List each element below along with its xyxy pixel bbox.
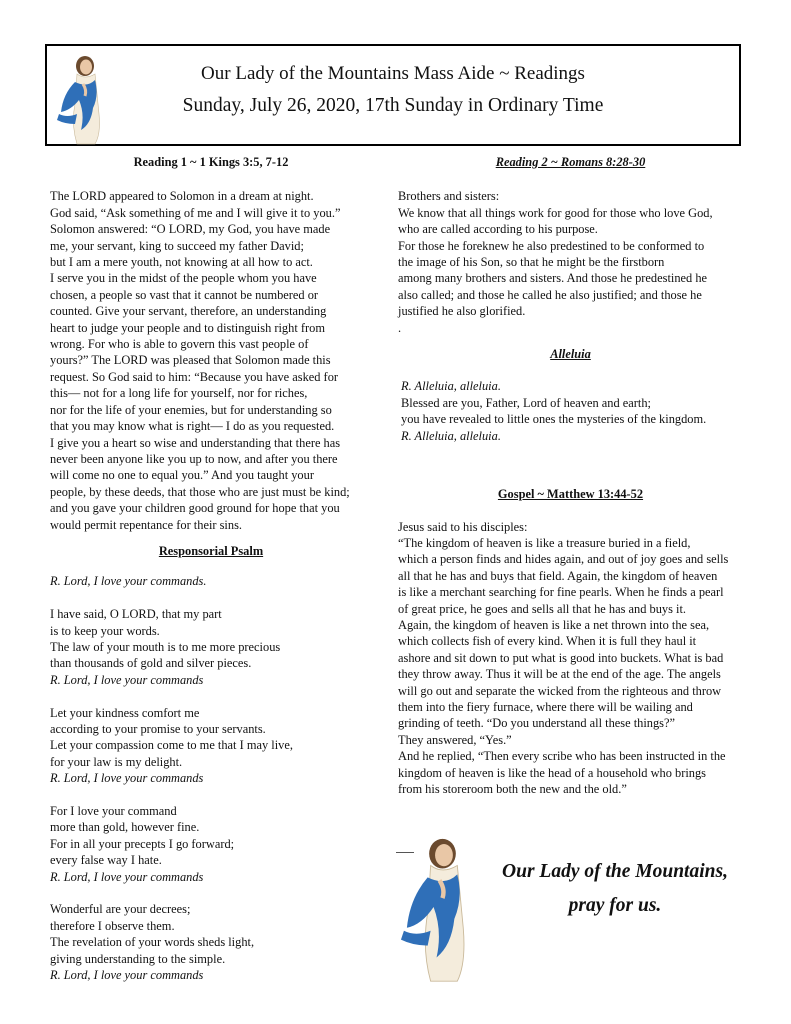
psalm-stanza xyxy=(50,705,372,787)
header-box xyxy=(45,44,741,146)
alleluia-text xyxy=(398,378,743,444)
text-line: but I am a mere youth, not knowing at all how to act. xyxy=(50,255,313,270)
text-line: ashore and sit down to put what is good into buckets. What is bad xyxy=(398,650,724,665)
text-line: all that he has and buys that field. Again, the kingdom of heaven xyxy=(398,568,718,583)
gospel-heading: Gospel ~ Matthew 13:44-52 xyxy=(497,487,644,502)
text-line: more than gold, however fine. xyxy=(50,820,200,835)
psalm-refrain: R. Lord, I love your commands xyxy=(50,869,204,884)
header-title: Our Lady of the Mountains Mass Aide ~ Readings xyxy=(201,63,585,84)
text-line: “The kingdom of heaven is like a treasure buried in a field, xyxy=(398,535,691,550)
text-line: that you may know what is right— I do as you requested. xyxy=(50,419,335,434)
text-line: from his storeroom both the new and the old.” xyxy=(398,782,627,796)
text-line: giving understanding to the simple. xyxy=(50,951,226,966)
text-line: grinding of teeth. “Do you understand all these things?” xyxy=(398,716,675,731)
text-line: counted. Give your servant, therefore, an understanding xyxy=(50,304,327,319)
text-line: Jesus said to his disciples: xyxy=(398,519,528,534)
text-line: for your law is my delight. xyxy=(50,754,183,769)
text-line: They answered, “Yes.” xyxy=(398,732,512,747)
text-line: which a person finds and hides again, and out of joy goes and sells xyxy=(398,552,729,567)
text-line: is like a merchant searching for fine pearls. When he finds a pearl xyxy=(398,585,724,600)
text-line: also called; and those he called he also justified; and those he xyxy=(398,287,702,302)
text-line: Brothers and sisters: xyxy=(398,189,500,204)
psalm-stanza xyxy=(50,803,372,885)
text-line: this— not for a long life for yourself, nor for riches, xyxy=(50,386,308,401)
text-line: of great price, he goes and sells all that he has and buys it. xyxy=(398,601,686,616)
text-line: therefore I observe them. xyxy=(50,918,175,933)
text-line: kingdom of heaven is like the head of a household who brings xyxy=(398,765,706,780)
text-line: I serve you in the midst of the people whom you have xyxy=(50,271,317,286)
text-line: Blessed are you, Father, Lord of heaven and earth; xyxy=(401,395,651,410)
alleluia-heading: Alleluia xyxy=(550,347,591,362)
text-line: For in all your precepts I go forward; xyxy=(50,836,235,851)
text-line: is to keep your words. xyxy=(50,623,160,638)
text-line: The law of your mouth is to me more precious xyxy=(50,639,281,654)
text-line: Again, the kingdom of heaven is like a net thrown into the sea, xyxy=(398,617,710,632)
text-line: every false way I hate. xyxy=(50,853,162,868)
psalm-refrain: R. Lord, I love your commands xyxy=(50,672,204,687)
psalm-stanza xyxy=(50,901,372,983)
text-line: wrong. For who is able to govern this vast people of xyxy=(50,337,309,352)
text-line: and you gave your children good ground for hope that you xyxy=(50,501,340,516)
text-line: people, by these deeds, that those who are just must be kind; xyxy=(50,484,350,499)
text-line: The revelation of your words sheds light, xyxy=(50,935,255,950)
text-line: which collects fish of every kind. When it is full they haul it xyxy=(398,634,697,649)
text-line: God said, “Ask something of me and I will give it to you.” xyxy=(50,205,341,220)
text-line: will go out and separate the wicked from the righteous and throw xyxy=(398,683,722,698)
reading2-text xyxy=(398,188,743,336)
text-line: would permit repentance for their sins. xyxy=(50,517,242,532)
alleluia-response: R. Alleluia, alleluia. xyxy=(401,428,501,443)
text-line: who are called according to his purpose. xyxy=(398,222,598,237)
text-line: Let your compassion come to me that I may live, xyxy=(50,738,293,753)
text-line: chosen, a people so vast that it cannot be numbered or xyxy=(50,287,319,302)
closing-line-1: Our Lady of the Mountains, xyxy=(502,861,728,882)
text-line: me, your servant, king to succeed my father David; xyxy=(50,238,304,253)
text-line: justified he also glorified. xyxy=(398,304,526,319)
text-line: heart to judge your people and to distinguish right from xyxy=(50,320,325,335)
text-line: they throw away. Thus it will be at the end of the age. The angels xyxy=(398,667,721,682)
psalm-response: R. Lord, I love your commands. xyxy=(50,574,207,589)
header-date: Sunday, July 26, 2020, 17th Sunday in Ordinary Time xyxy=(182,95,604,116)
left-column xyxy=(50,152,372,983)
closing-line-2: pray for us. xyxy=(568,895,662,916)
text-line: you have revealed to little ones the mysteries of the kingdom. xyxy=(401,412,707,427)
text-line: request. So God said to him: “Because you have asked for xyxy=(50,369,339,384)
psalm-stanza xyxy=(50,606,372,688)
text-line: . xyxy=(398,320,402,335)
psalm-refrain: R. Lord, I love your commands xyxy=(50,771,204,786)
text-line: The LORD appeared to Solomon in a dream at night. xyxy=(50,189,314,204)
reading1-text xyxy=(50,188,372,533)
text-line: than thousands of gold and silver pieces. xyxy=(50,656,252,671)
closing-prayer xyxy=(470,855,760,923)
text-line: I have said, O LORD, that my part xyxy=(50,607,222,622)
text-line: them into the fiery furnace, where there will be wailing and xyxy=(398,699,693,714)
psalm-heading: Responsorial Psalm xyxy=(158,543,264,558)
text-line: Wonderful are your decrees; xyxy=(50,902,191,917)
text-line: the image of his Son, so that he might be the firstborn xyxy=(398,255,665,270)
text-line: never been anyone like you up to now, and after you there xyxy=(50,451,338,466)
right-column xyxy=(398,152,743,797)
alleluia-response: R. Alleluia, alleluia. xyxy=(401,379,501,394)
text-line: yours?” The LORD was pleased that Solomon made this xyxy=(50,353,331,368)
text-line: For I love your command xyxy=(50,803,177,818)
text-line: For those he foreknew he also predestined to be conformed to xyxy=(398,238,705,253)
text-line: according to your promise to your servants. xyxy=(50,721,266,736)
text-line: We know that all things work for good for those who love God, xyxy=(398,205,713,220)
reading2-heading: Reading 2 ~ Romans 8:28-30 xyxy=(495,155,646,169)
reading1-heading: Reading 1 ~ 1 Kings 3:5, 7-12 xyxy=(133,155,289,169)
text-line: I give you a heart so wise and understanding that there has xyxy=(50,435,341,450)
text-line: nor for the life of your enemies, but for understanding so xyxy=(50,402,332,417)
gospel-text xyxy=(398,519,743,798)
text-line: will come no one to equal you.” And you taught your xyxy=(50,468,314,483)
text-line: Solomon answered: “O LORD, my God, you have made xyxy=(50,222,331,237)
text-line: among many brothers and sisters. And those he predestined he xyxy=(398,271,708,286)
text-line: Let your kindness comfort me xyxy=(50,705,200,720)
psalm-refrain: R. Lord, I love your commands xyxy=(50,968,204,983)
text-line: And he replied, “Then every scribe who has been instructed in the xyxy=(398,749,726,764)
